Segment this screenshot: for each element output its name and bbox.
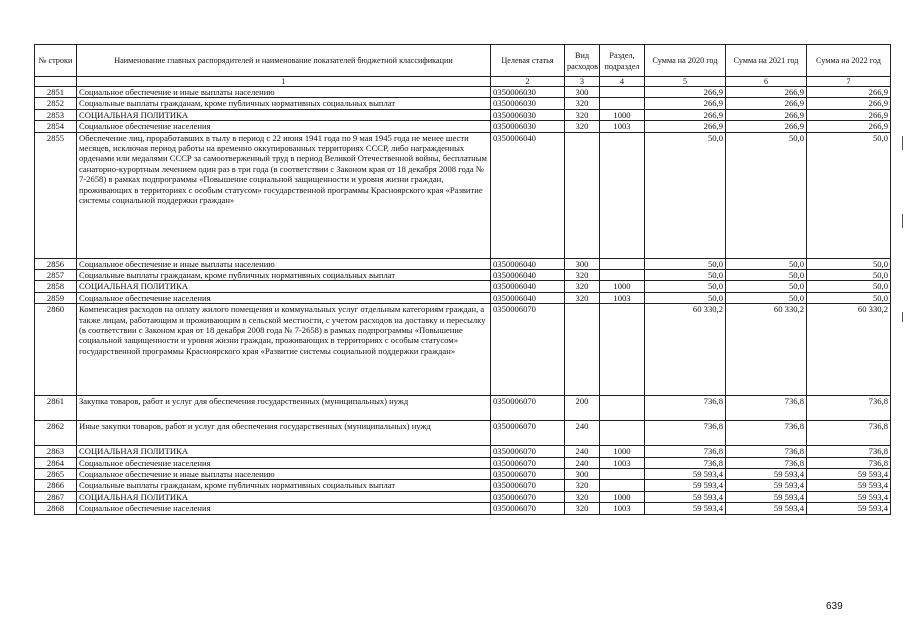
- header-sum-2022: Сумма на 2022 год: [807, 45, 891, 77]
- budget-table: [34, 44, 891, 515]
- sum-2022-cell: 59 593,4: [807, 503, 891, 514]
- column-index: 1: [77, 77, 491, 87]
- target-article-cell: 0350006070: [491, 469, 565, 480]
- row-name-cell: СОЦИАЛЬНАЯ ПОЛИТИКА: [77, 446, 491, 457]
- row-name-cell: Закупка товаров, работ и услуг для обеспечения государственных (муниципальных) нужд: [77, 396, 491, 421]
- row-number-cell: 2867: [35, 491, 77, 502]
- header-sum-2021: Сумма на 2021 год: [726, 45, 807, 77]
- row-number-cell: 2861: [35, 396, 77, 421]
- section-cell: 1003: [600, 503, 645, 514]
- sum-2022-cell: 50,0: [807, 292, 891, 303]
- sum-2020-cell: 50,0: [645, 292, 726, 303]
- sum-2021-cell: 266,9: [726, 98, 807, 109]
- sum-2022-cell: 50,0: [807, 132, 891, 258]
- row-number-cell: 2859: [35, 292, 77, 303]
- sum-2020-cell: 266,9: [645, 109, 726, 120]
- sum-2022-cell: 59 593,4: [807, 469, 891, 480]
- sum-2021-cell: 266,9: [726, 109, 807, 120]
- sum-2022-cell: 736,8: [807, 446, 891, 457]
- section-cell: 1003: [600, 121, 645, 132]
- table-row: [35, 503, 891, 514]
- scan-edge-mark: [902, 214, 903, 228]
- target-article-cell: 0350006040: [491, 132, 565, 258]
- section-cell: [600, 304, 645, 396]
- row-name-cell: СОЦИАЛЬНАЯ ПОЛИТИКА: [77, 281, 491, 292]
- expense-kind-cell: 300: [565, 469, 600, 480]
- sum-2020-cell: 736,8: [645, 396, 726, 421]
- row-number-cell: 2862: [35, 421, 77, 446]
- row-name-cell: Социальное обеспечение и иные выплаты населению: [77, 258, 491, 269]
- sum-2020-cell: 50,0: [645, 258, 726, 269]
- expense-kind-cell: [565, 132, 600, 258]
- table-row: [35, 87, 891, 98]
- section-cell: [600, 480, 645, 491]
- sum-2022-cell: 736,8: [807, 396, 891, 421]
- sum-2020-cell: 736,8: [645, 446, 726, 457]
- sum-2022-cell: 50,0: [807, 281, 891, 292]
- header-expense-kind: Вид расходов: [565, 45, 600, 77]
- target-article-cell: 0350006040: [491, 270, 565, 281]
- expense-kind-cell: 300: [565, 87, 600, 98]
- target-article-cell: 0350006040: [491, 292, 565, 303]
- sum-2020-cell: 50,0: [645, 270, 726, 281]
- target-article-cell: 0350006070: [491, 480, 565, 491]
- table-row: [35, 292, 891, 303]
- sum-2021-cell: 266,9: [726, 121, 807, 132]
- column-index: 3: [565, 77, 600, 87]
- header-name: Наименование главных распорядителей и наименование показателей бюджетной классификации: [77, 45, 491, 77]
- sum-2022-cell: 266,9: [807, 98, 891, 109]
- column-index: 7: [807, 77, 891, 87]
- sum-2021-cell: 50,0: [726, 132, 807, 258]
- target-article-cell: 0350006070: [491, 421, 565, 446]
- sum-2021-cell: 59 593,4: [726, 469, 807, 480]
- sum-2021-cell: 60 330,2: [726, 304, 807, 396]
- section-cell: 1000: [600, 446, 645, 457]
- target-article-cell: 0350006070: [491, 491, 565, 502]
- target-article-cell: 0350006030: [491, 87, 565, 98]
- row-name-cell: СОЦИАЛЬНАЯ ПОЛИТИКА: [77, 109, 491, 120]
- row-name-cell: Социальные выплаты гражданам, кроме публичных нормативных социальных выплат: [77, 98, 491, 109]
- expense-kind-cell: 320: [565, 491, 600, 502]
- table-row: [35, 281, 891, 292]
- header-target-article: Целевая статья: [491, 45, 565, 77]
- section-cell: [600, 421, 645, 446]
- table-row: [35, 109, 891, 120]
- row-name-cell: Обеспечение лиц, проработавших в тылу в период с 22 июня 1941 года по 9 мая 1945 года не менее шести месяцев, исключая период работы на временно оккупированных территориях СССР, либо награжденных орденами или медалями СССР за самоотверженный труд в период Великой Отечественной войны, бесплатным санаторно-курортным лечением один раз в три года (в соответствии с Законом края от 18 декабря 2008 года № 7-2658) в рамках подпрограммы «Повышение социальной защищенности и уровня жизни граждан, проживающих в территориях с особым статусом» государственной программы Красноярского края «Развитие системы социальной поддержки граждан»: [77, 132, 491, 258]
- target-article-cell: 0350006040: [491, 258, 565, 269]
- table-row: [35, 258, 891, 269]
- table-row: [35, 457, 891, 468]
- table-row: [35, 446, 891, 457]
- expense-kind-cell: 240: [565, 457, 600, 468]
- sum-2020-cell: 50,0: [645, 281, 726, 292]
- row-name-cell: Иные закупки товаров, работ и услуг для обеспечения государственных (муниципальных) нужд: [77, 421, 491, 446]
- table-row: [35, 121, 891, 132]
- expense-kind-cell: 320: [565, 503, 600, 514]
- table-row: [35, 270, 891, 281]
- sum-2022-cell: 59 593,4: [807, 491, 891, 502]
- row-number-cell: 2851: [35, 87, 77, 98]
- sum-2022-cell: 266,9: [807, 87, 891, 98]
- expense-kind-cell: 320: [565, 98, 600, 109]
- sum-2020-cell: 59 593,4: [645, 480, 726, 491]
- section-cell: 1000: [600, 109, 645, 120]
- expense-kind-cell: 200: [565, 396, 600, 421]
- row-name-cell: Компенсация расходов на оплату жилого помещения и коммунальных услуг отдельным категориям граждан, а также лицам, работающим и проживающим в сельской местности, с учетом расходов на доставку и пересылку (в соответствии с Законом края от 18 декабря 2008 года № 7-2658) в рамках подпрограммы «Повышение социальной защищенности и уровня жизни граждан, проживающих в территориях с особым статусом» государственной программы Красноярского края «Развитие системы социальной поддержки граждан»: [77, 304, 491, 396]
- section-cell: [600, 396, 645, 421]
- target-article-cell: 0350006030: [491, 121, 565, 132]
- sum-2021-cell: 50,0: [726, 258, 807, 269]
- row-name-cell: СОЦИАЛЬНАЯ ПОЛИТИКА: [77, 491, 491, 502]
- sum-2021-cell: 50,0: [726, 292, 807, 303]
- header-row: [35, 45, 891, 77]
- expense-kind-cell: 300: [565, 258, 600, 269]
- sum-2022-cell: 50,0: [807, 258, 891, 269]
- row-number-cell: 2857: [35, 270, 77, 281]
- expense-kind-cell: 320: [565, 292, 600, 303]
- expense-kind-cell: 320: [565, 281, 600, 292]
- sum-2020-cell: 60 330,2: [645, 304, 726, 396]
- expense-kind-cell: 320: [565, 121, 600, 132]
- header-row-number: № строки: [35, 45, 77, 77]
- expense-kind-cell: 320: [565, 109, 600, 120]
- table-row: [35, 304, 891, 396]
- column-index: 2: [491, 77, 565, 87]
- target-article-cell: 0350006040: [491, 281, 565, 292]
- column-index: 6: [726, 77, 807, 87]
- row-number-cell: 2856: [35, 258, 77, 269]
- row-name-cell: Социальное обеспечение и иные выплаты населению: [77, 469, 491, 480]
- scan-edge-mark: [902, 312, 903, 322]
- sum-2020-cell: 59 593,4: [645, 491, 726, 502]
- table-row: [35, 480, 891, 491]
- column-index: 5: [645, 77, 726, 87]
- table-row: [35, 98, 891, 109]
- row-number-cell: 2853: [35, 109, 77, 120]
- sum-2021-cell: 59 593,4: [726, 503, 807, 514]
- row-number-cell: 2868: [35, 503, 77, 514]
- section-cell: [600, 132, 645, 258]
- sum-2022-cell: 266,9: [807, 109, 891, 120]
- sum-2021-cell: 50,0: [726, 270, 807, 281]
- expense-kind-cell: 240: [565, 421, 600, 446]
- section-cell: 1003: [600, 457, 645, 468]
- table-row: [35, 469, 891, 480]
- row-number-cell: 2864: [35, 457, 77, 468]
- sum-2021-cell: 59 593,4: [726, 480, 807, 491]
- target-article-cell: 0350006030: [491, 98, 565, 109]
- sum-2022-cell: 60 330,2: [807, 304, 891, 396]
- target-article-cell: 0350006070: [491, 446, 565, 457]
- sum-2021-cell: 736,8: [726, 396, 807, 421]
- target-article-cell: 0350006030: [491, 109, 565, 120]
- row-name-cell: Социальное обеспечение и иные выплаты населению: [77, 87, 491, 98]
- row-name-cell: Социальное обеспечение населения: [77, 121, 491, 132]
- sum-2021-cell: 50,0: [726, 281, 807, 292]
- target-article-cell: 0350006070: [491, 396, 565, 421]
- sum-2021-cell: 736,8: [726, 421, 807, 446]
- section-cell: [600, 258, 645, 269]
- sum-2020-cell: 736,8: [645, 457, 726, 468]
- section-cell: [600, 98, 645, 109]
- sum-2022-cell: 59 593,4: [807, 480, 891, 491]
- target-article-cell: 0350006070: [491, 457, 565, 468]
- row-number-cell: 2866: [35, 480, 77, 491]
- sum-2020-cell: 59 593,4: [645, 503, 726, 514]
- sum-2020-cell: 266,9: [645, 121, 726, 132]
- section-cell: 1000: [600, 281, 645, 292]
- sum-2021-cell: 59 593,4: [726, 491, 807, 502]
- sum-2022-cell: 736,8: [807, 457, 891, 468]
- table-row: [35, 132, 891, 258]
- table-row: [35, 421, 891, 446]
- sum-2020-cell: 266,9: [645, 87, 726, 98]
- row-number-cell: 2860: [35, 304, 77, 396]
- section-cell: [600, 87, 645, 98]
- row-number-cell: 2865: [35, 469, 77, 480]
- sum-2022-cell: 266,9: [807, 121, 891, 132]
- sum-2020-cell: 736,8: [645, 421, 726, 446]
- section-cell: 1003: [600, 292, 645, 303]
- row-number-cell: 2855: [35, 132, 77, 258]
- row-number-cell: 2863: [35, 446, 77, 457]
- column-index-row: [35, 77, 891, 87]
- section-cell: [600, 469, 645, 480]
- sum-2020-cell: 50,0: [645, 132, 726, 258]
- column-index: [35, 77, 77, 87]
- sum-2022-cell: 50,0: [807, 270, 891, 281]
- target-article-cell: 0350006070: [491, 503, 565, 514]
- sum-2022-cell: 736,8: [807, 421, 891, 446]
- table-row: [35, 491, 891, 502]
- sum-2021-cell: 736,8: [726, 457, 807, 468]
- column-index: 4: [600, 77, 645, 87]
- page-number: 639: [826, 601, 843, 612]
- header-sum-2020: Сумма на 2020 год: [645, 45, 726, 77]
- expense-kind-cell: [565, 304, 600, 396]
- row-number-cell: 2852: [35, 98, 77, 109]
- row-number-cell: 2854: [35, 121, 77, 132]
- scan-edge-mark: [902, 136, 903, 150]
- section-cell: [600, 270, 645, 281]
- expense-kind-cell: 320: [565, 270, 600, 281]
- row-name-cell: Социальные выплаты гражданам, кроме публичных нормативных социальных выплат: [77, 480, 491, 491]
- section-cell: 1000: [600, 491, 645, 502]
- header-section: Раздел, подраздел: [600, 45, 645, 77]
- row-name-cell: Социальное обеспечение населения: [77, 292, 491, 303]
- row-name-cell: Социальное обеспечение населения: [77, 503, 491, 514]
- sum-2021-cell: 736,8: [726, 446, 807, 457]
- sum-2020-cell: 266,9: [645, 98, 726, 109]
- sum-2020-cell: 59 593,4: [645, 469, 726, 480]
- budget-table-sheet: [34, 44, 890, 515]
- table-row: [35, 396, 891, 421]
- expense-kind-cell: 320: [565, 480, 600, 491]
- row-name-cell: Социальные выплаты гражданам, кроме публичных нормативных социальных выплат: [77, 270, 491, 281]
- target-article-cell: 0350006070: [491, 304, 565, 396]
- row-number-cell: 2858: [35, 281, 77, 292]
- expense-kind-cell: 240: [565, 446, 600, 457]
- row-name-cell: Социальное обеспечение населения: [77, 457, 491, 468]
- sum-2021-cell: 266,9: [726, 87, 807, 98]
